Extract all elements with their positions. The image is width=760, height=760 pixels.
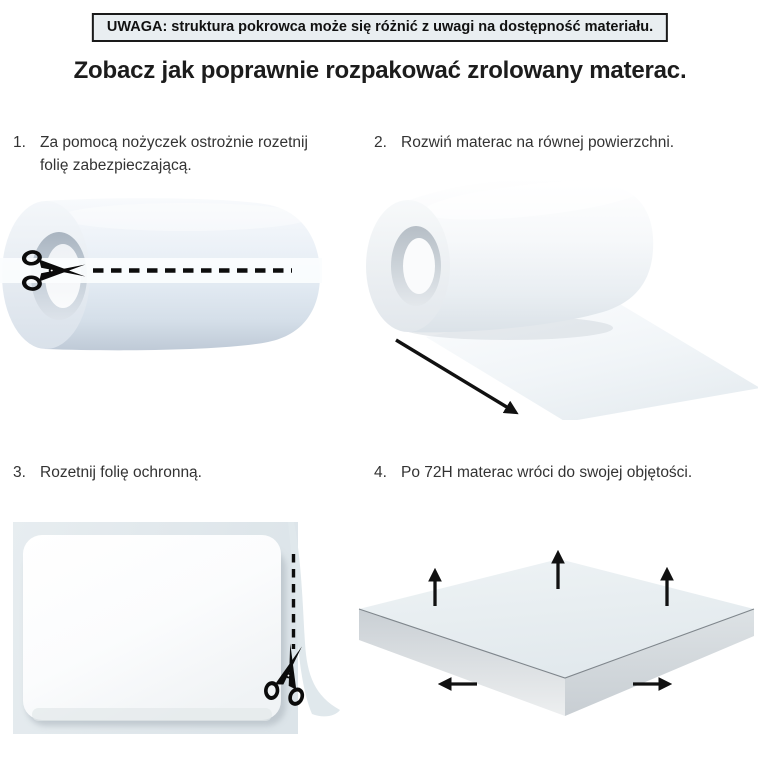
step-2-number: 2. [374,134,387,151]
expanding-mattress-illustration [358,548,758,720]
step-2-text: Rozwiń materac na równej powierzchni. [401,134,675,151]
step-1-number: 1. [13,134,26,151]
mattress-roll-graphic [366,173,653,333]
rolled-mattress-illustration [0,195,335,355]
step-4-caption [374,461,760,484]
step-4-text: Po 72H materac wróci do swojej objętości. [401,464,693,481]
step-3-caption [13,461,343,484]
foil-cutting-illustration [10,518,340,738]
step-1-caption [13,131,343,178]
step-4-number: 4. [374,464,387,481]
notice-banner: UWAGA: struktura pokrowca może się różnić z uwagi na dostępność materiału. [92,13,668,42]
unrolling-mattress-illustration [363,170,758,420]
page-title: Zobacz jak poprawnie rozpakować zrolowany materac. [73,57,687,84]
step-2-caption [374,131,760,154]
mattress-graphic [23,535,286,726]
step-1-text: Za pomocą nożyczek ostrożnie rozetnij folię zabezpieczającą. [40,134,308,175]
step-3-text: Rozetnij folię ochronną. [40,464,202,481]
step-3-number: 3. [13,464,26,481]
